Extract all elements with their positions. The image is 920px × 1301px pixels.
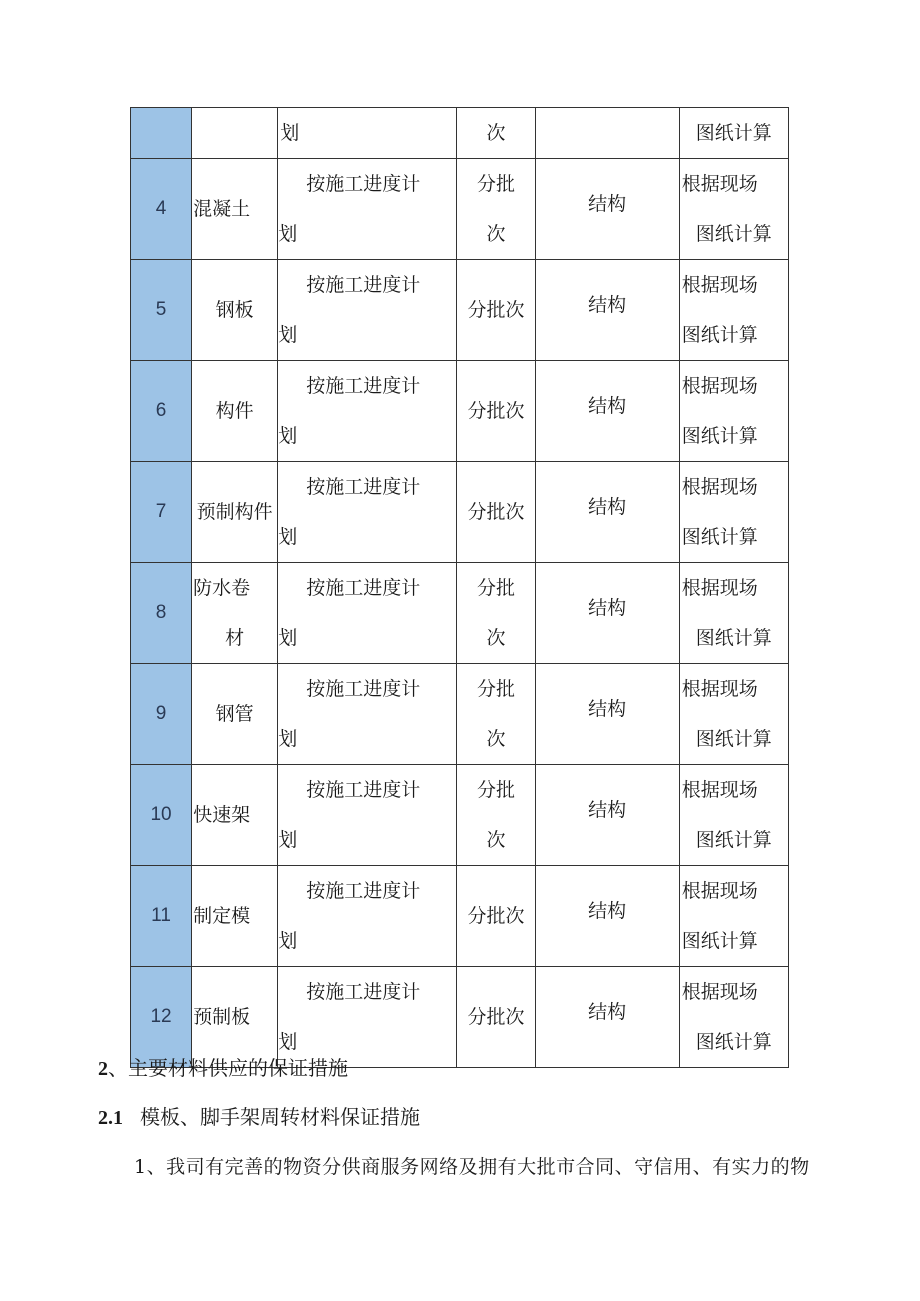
batch-line2: 次 bbox=[486, 829, 506, 851]
material-name-cell bbox=[192, 563, 278, 664]
batch-line1: 分批 bbox=[477, 173, 516, 195]
plan-cell bbox=[278, 866, 457, 967]
row-number: 11 bbox=[151, 905, 171, 926]
part-text: 结构 bbox=[588, 294, 627, 316]
quantity-cell bbox=[679, 159, 788, 260]
batch-cell bbox=[457, 765, 535, 866]
quantity-cell bbox=[679, 563, 788, 664]
subsection-heading bbox=[98, 1101, 420, 1130]
quantity-line1: 根据现场 bbox=[681, 274, 758, 296]
row-number-cell bbox=[131, 108, 192, 159]
row-number: 9 bbox=[155, 703, 167, 724]
subsection-number: 2.1 bbox=[98, 1107, 123, 1129]
part-cell bbox=[535, 664, 679, 765]
row-number-cell bbox=[131, 361, 192, 462]
material-name-cell bbox=[192, 361, 278, 462]
plan-line1: 按施工进度计 bbox=[306, 981, 421, 1003]
quantity-line1: 根据现场 bbox=[681, 375, 758, 397]
batch-line1: 分批 bbox=[477, 678, 516, 700]
quantity-line2: 图纸计算 bbox=[695, 223, 772, 245]
part-cell bbox=[535, 108, 679, 159]
material-name-line2: 材 bbox=[225, 627, 245, 649]
table-row bbox=[131, 361, 789, 462]
table-row bbox=[131, 765, 789, 866]
section-number: 2 bbox=[98, 1058, 108, 1080]
quantity-text: 图纸计算 bbox=[695, 122, 772, 144]
plan-line1: 按施工进度计 bbox=[306, 476, 421, 498]
quantity-cell bbox=[679, 462, 788, 563]
part-text: 结构 bbox=[588, 496, 627, 518]
part-text: 结构 bbox=[588, 900, 627, 922]
batch-line1: 分批 bbox=[477, 577, 516, 599]
plan-line2: 划 bbox=[278, 223, 298, 245]
subsection-title: 模板、脚手架周转材料保证措施 bbox=[140, 1105, 420, 1129]
quantity-line2: 图纸计算 bbox=[681, 930, 758, 952]
part-cell bbox=[535, 866, 679, 967]
body-paragraph: 1、我司有完善的物资分供商服务网络及拥有大批市合同、守信用、有实力的物 bbox=[134, 1156, 810, 1178]
quantity-cell bbox=[679, 260, 788, 361]
row-number-cell bbox=[131, 159, 192, 260]
quantity-line2: 图纸计算 bbox=[695, 829, 772, 851]
batch-line2: 次 bbox=[486, 728, 506, 750]
table-row bbox=[131, 159, 789, 260]
row-number-cell bbox=[131, 765, 192, 866]
material-name-text: 快速架 bbox=[193, 804, 251, 826]
material-name-text: 钢板 bbox=[215, 299, 254, 321]
material-name-line1: 防水卷 bbox=[193, 577, 251, 599]
material-name-cell bbox=[192, 260, 278, 361]
plan-line2: 划 bbox=[278, 627, 298, 649]
row-number-cell bbox=[131, 866, 192, 967]
part-text: 结构 bbox=[588, 597, 627, 619]
batch-text: 次 bbox=[486, 122, 506, 144]
row-number: 10 bbox=[150, 804, 172, 825]
quantity-cell bbox=[679, 108, 788, 159]
plan-line1: 按施工进度计 bbox=[306, 173, 421, 195]
row-number-cell bbox=[131, 462, 192, 563]
quantity-line1: 根据现场 bbox=[681, 678, 758, 700]
batch-cell bbox=[457, 664, 535, 765]
quantity-line1: 根据现场 bbox=[681, 577, 758, 599]
plan-line1: 按施工进度计 bbox=[306, 577, 421, 599]
plan-line1: 按施工进度计 bbox=[306, 274, 421, 296]
plan-line1: 按施工进度计 bbox=[306, 375, 421, 397]
row-number-cell bbox=[131, 260, 192, 361]
batch-line1: 分批 bbox=[477, 779, 516, 801]
part-cell bbox=[535, 361, 679, 462]
material-name-cell bbox=[192, 664, 278, 765]
part-cell bbox=[535, 563, 679, 664]
part-text: 结构 bbox=[588, 193, 627, 215]
part-text: 结构 bbox=[588, 698, 627, 720]
quantity-line2: 图纸计算 bbox=[681, 324, 758, 346]
table-row bbox=[131, 563, 789, 664]
quantity-line1: 根据现场 bbox=[681, 880, 758, 902]
batch-text: 分批次 bbox=[467, 1006, 525, 1028]
plan-line2: 划 bbox=[278, 425, 298, 447]
quantity-line1: 根据现场 bbox=[681, 779, 758, 801]
quantity-line1: 根据现场 bbox=[681, 981, 758, 1003]
batch-cell bbox=[457, 108, 535, 159]
plan-cell bbox=[278, 765, 457, 866]
part-text: 结构 bbox=[588, 1001, 627, 1023]
plan-line2: 划 bbox=[278, 526, 298, 548]
batch-text: 分批次 bbox=[467, 299, 525, 321]
material-name-text: 制定模 bbox=[193, 905, 251, 927]
plan-cell bbox=[278, 462, 457, 563]
row-number: 6 bbox=[155, 400, 167, 421]
row-number-cell bbox=[131, 664, 192, 765]
section-title: 、主要材料供应的保证措施 bbox=[108, 1056, 348, 1080]
batch-cell bbox=[457, 260, 535, 361]
quantity-line1: 根据现场 bbox=[681, 173, 758, 195]
quantity-line2: 图纸计算 bbox=[695, 627, 772, 649]
plan-line2: 划 bbox=[278, 1031, 298, 1053]
plan-cell bbox=[278, 361, 457, 462]
table-row bbox=[131, 866, 789, 967]
table-row bbox=[131, 462, 789, 563]
material-name-cell bbox=[192, 108, 278, 159]
table-row bbox=[131, 260, 789, 361]
material-name-cell bbox=[192, 159, 278, 260]
quantity-cell bbox=[679, 664, 788, 765]
row-number: 8 bbox=[155, 602, 167, 623]
batch-text: 分批次 bbox=[467, 501, 525, 523]
plan-line2: 划 bbox=[278, 930, 298, 952]
plan-cell bbox=[278, 563, 457, 664]
part-cell bbox=[535, 765, 679, 866]
material-name-cell bbox=[192, 866, 278, 967]
materials-table bbox=[130, 107, 789, 1068]
plan-cell bbox=[278, 260, 457, 361]
quantity-line2: 图纸计算 bbox=[695, 1031, 772, 1053]
plan-line2: 划 bbox=[278, 829, 298, 851]
table-row bbox=[131, 664, 789, 765]
part-cell bbox=[535, 159, 679, 260]
row-number-cell bbox=[131, 563, 192, 664]
material-name-text: 预制构件 bbox=[196, 501, 273, 523]
batch-text: 分批次 bbox=[467, 905, 525, 927]
quantity-cell bbox=[679, 866, 788, 967]
plan-line1: 按施工进度计 bbox=[306, 678, 421, 700]
row-number: 5 bbox=[155, 299, 167, 320]
plan-cell bbox=[278, 159, 457, 260]
row-number: 12 bbox=[150, 1006, 172, 1027]
plan-text: 划 bbox=[280, 122, 300, 144]
batch-cell bbox=[457, 866, 535, 967]
row-number: 4 bbox=[155, 198, 167, 219]
section-heading bbox=[98, 1052, 348, 1081]
plan-line1: 按施工进度计 bbox=[306, 880, 421, 902]
part-cell bbox=[535, 260, 679, 361]
plan-line2: 划 bbox=[278, 324, 298, 346]
batch-cell bbox=[457, 967, 535, 1068]
quantity-line1: 根据现场 bbox=[681, 476, 758, 498]
row-number: 7 bbox=[155, 501, 167, 522]
quantity-line2: 图纸计算 bbox=[681, 425, 758, 447]
plan-line2: 划 bbox=[278, 728, 298, 750]
part-cell bbox=[535, 462, 679, 563]
quantity-cell bbox=[679, 765, 788, 866]
part-text: 结构 bbox=[588, 799, 627, 821]
batch-line2: 次 bbox=[486, 223, 506, 245]
plan-line1: 按施工进度计 bbox=[306, 779, 421, 801]
quantity-line2: 图纸计算 bbox=[695, 728, 772, 750]
material-name-text: 混凝土 bbox=[193, 198, 251, 220]
material-name-text: 构件 bbox=[215, 400, 254, 422]
material-name-text: 钢管 bbox=[215, 703, 254, 725]
plan-cell bbox=[278, 664, 457, 765]
table-row bbox=[131, 108, 789, 159]
plan-cell bbox=[278, 108, 457, 159]
part-text: 结构 bbox=[588, 395, 627, 417]
material-name-text: 预制板 bbox=[193, 1006, 251, 1028]
batch-cell bbox=[457, 563, 535, 664]
quantity-cell bbox=[679, 361, 788, 462]
material-name-cell bbox=[192, 765, 278, 866]
part-cell bbox=[535, 967, 679, 1068]
quantity-cell bbox=[679, 967, 788, 1068]
batch-line2: 次 bbox=[486, 627, 506, 649]
batch-cell bbox=[457, 159, 535, 260]
batch-cell bbox=[457, 462, 535, 563]
batch-text: 分批次 bbox=[467, 400, 525, 422]
material-name-cell bbox=[192, 462, 278, 563]
batch-cell bbox=[457, 361, 535, 462]
quantity-line2: 图纸计算 bbox=[681, 526, 758, 548]
